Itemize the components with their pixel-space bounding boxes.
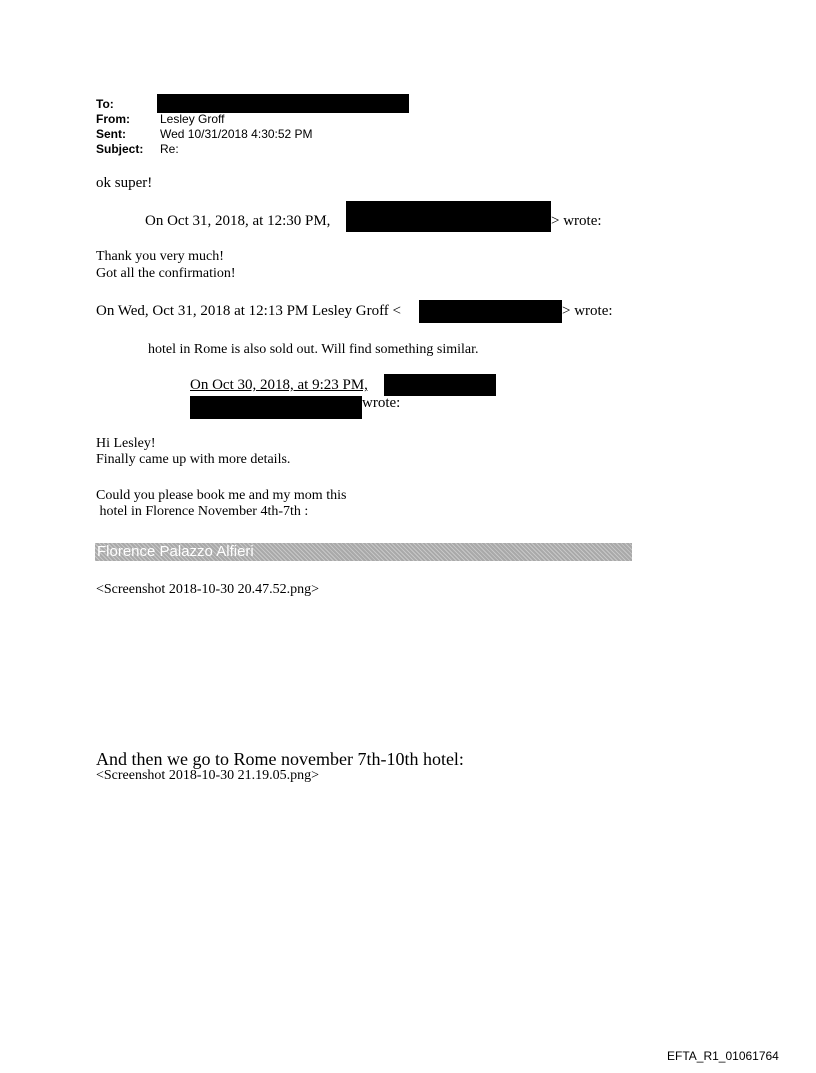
reply-line: ok super!	[96, 175, 153, 191]
hotel-rome-line: hotel in Rome is also sold out. Will find something similar.	[148, 342, 479, 357]
redaction-to	[157, 94, 409, 113]
quote2-prefix: On Wed, Oct 31, 2018 at 12:13 PM Lesley Groff <	[96, 303, 401, 319]
request-line-2: hotel in Florence November 4th-7th :	[96, 504, 309, 519]
to-label: To:	[96, 97, 114, 111]
redaction-quote1	[346, 201, 551, 232]
thanks-line-1: Thank you very much!	[96, 249, 224, 264]
attachment-1[interactable]: <Screenshot 2018-10-30 20.47.52.png>	[96, 582, 320, 597]
from-label: From:	[96, 112, 130, 126]
redaction-quote3-a	[384, 374, 496, 396]
rome-line: And then we go to Rome november 7th-10th hotel:	[96, 749, 464, 769]
hotel-link[interactable]: Florence Palazzo Alfieri	[97, 543, 254, 560]
details-line: Finally came up with more details.	[96, 452, 291, 467]
subject-label: Subject:	[96, 142, 144, 156]
quote1-prefix: On Oct 31, 2018, at 12:30 PM,	[145, 213, 331, 229]
from-value: Lesley Groff	[160, 112, 225, 126]
sent-label: Sent:	[96, 127, 126, 141]
subject-value: Re:	[160, 142, 179, 156]
redaction-quote2	[419, 300, 562, 323]
bates-number: EFTA_R1_01061764	[667, 1049, 779, 1063]
request-line-1: Could you please book me and my mom this	[96, 488, 347, 503]
thanks-line-2: Got all the confirmation!	[96, 266, 236, 281]
quote2-suffix: > wrote:	[562, 303, 613, 319]
redaction-quote3-b	[190, 396, 362, 419]
sent-value: Wed 10/31/2018 4:30:52 PM	[160, 127, 313, 141]
quote3-prefix: On Oct 30, 2018, at 9:23 PM,	[190, 377, 368, 393]
attachment-2[interactable]: <Screenshot 2018-10-30 21.19.05.png>	[96, 768, 320, 783]
greeting: Hi Lesley!	[96, 436, 156, 451]
quote3-suffix: wrote:	[362, 395, 401, 411]
quote1-suffix: > wrote:	[551, 213, 602, 229]
